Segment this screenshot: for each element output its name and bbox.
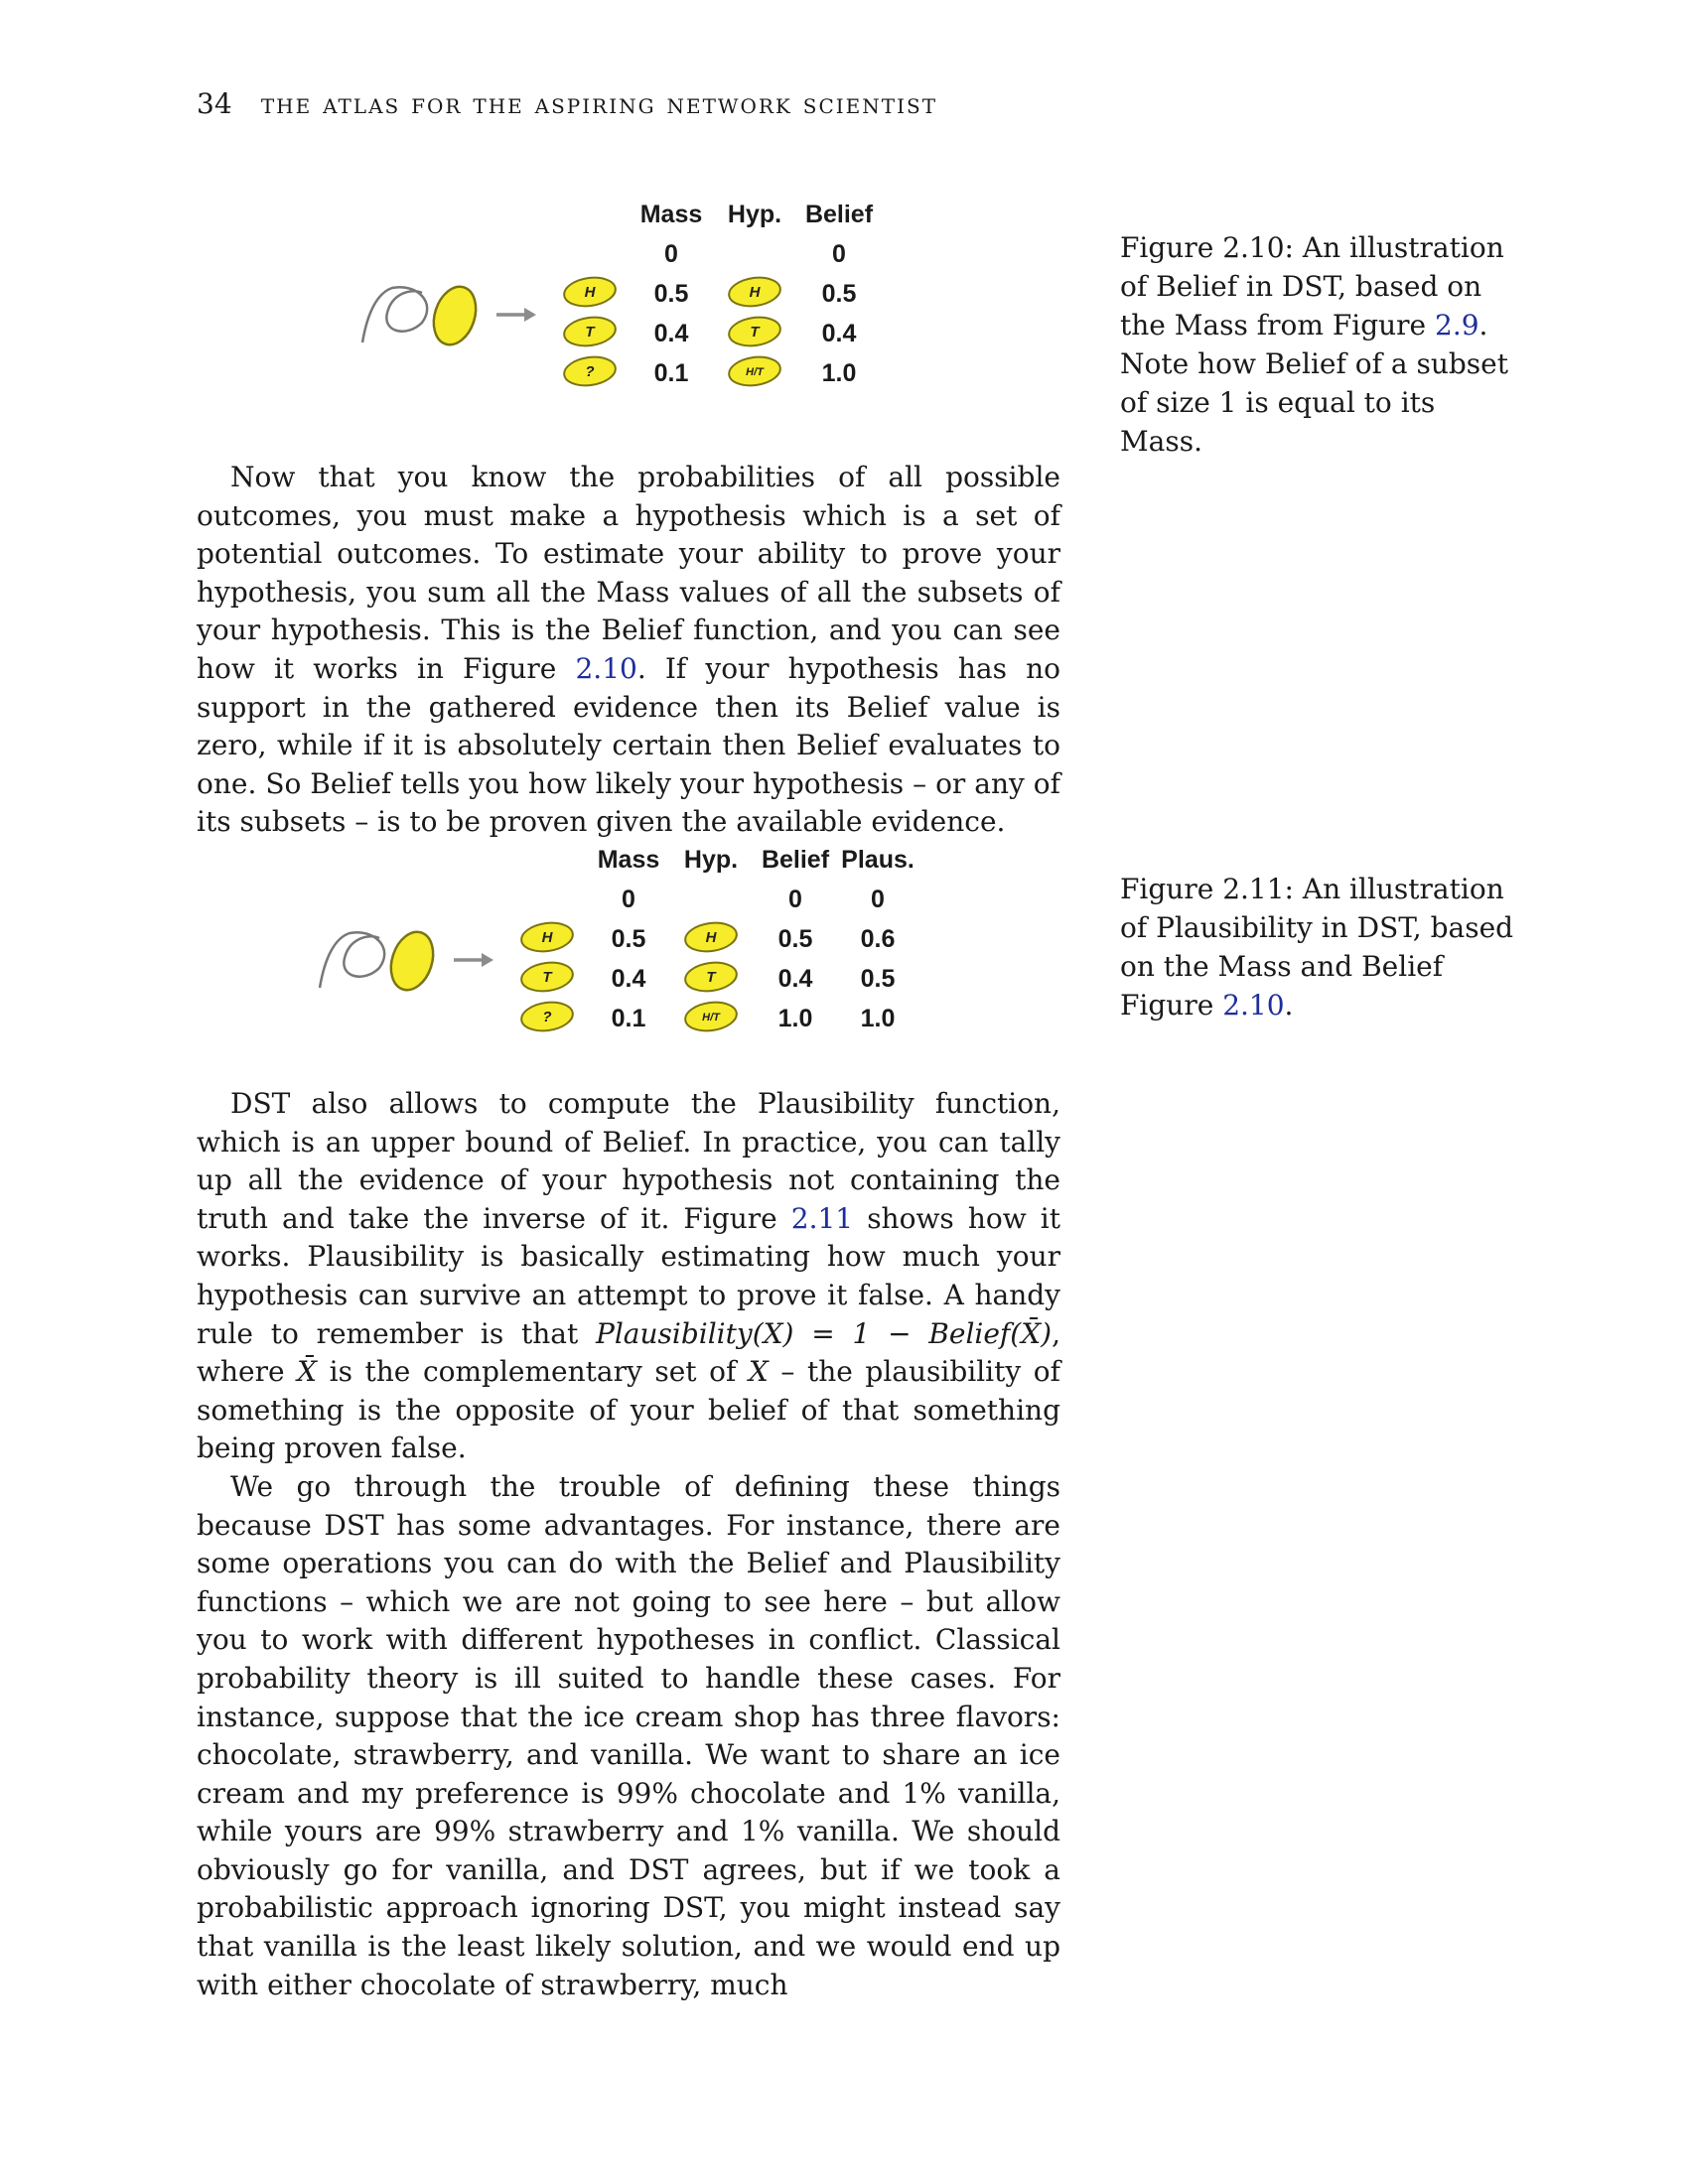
mass-value: 0.5: [653, 280, 689, 308]
figure-ref-link[interactable]: 2.9: [1435, 309, 1479, 341]
plaus-value: 0: [871, 886, 885, 913]
mass-value: 0.1: [611, 1005, 646, 1032]
svg-text:H/T: H/T: [702, 1012, 720, 1024]
mass-value: 0.5: [611, 925, 646, 953]
col-header-mass: Mass: [597, 846, 660, 874]
svg-text:H: H: [705, 929, 717, 946]
svg-text:?: ?: [542, 1009, 552, 1025]
belief-value: 0.4: [777, 965, 813, 993]
figure-ref-link[interactable]: 2.10: [1222, 989, 1285, 1022]
plaus-value: 1.0: [860, 1005, 896, 1032]
mass-value: 0: [622, 886, 635, 913]
belief-value: 0.5: [821, 280, 857, 308]
svg-text:H: H: [584, 284, 596, 301]
col-header-belief: Belief: [761, 846, 830, 874]
page-number: 34: [197, 87, 232, 120]
mass-value: 0.4: [611, 965, 646, 993]
col-header-mass: Mass: [639, 201, 703, 228]
figure-2-11: [298, 839, 933, 1052]
figure-ref-link[interactable]: 2.11: [790, 1201, 854, 1235]
figure-2-10-caption: Figure 2.10: An illustration of Belief in DST, based on the Mass from Figure 2.9. Note how Belief of a subset of size 1 is equal to its Mass.: [1120, 231, 1508, 458]
svg-text:T: T: [706, 969, 716, 986]
mass-value: 0.1: [653, 359, 689, 387]
page-header: [197, 87, 937, 120]
svg-text:H: H: [749, 284, 761, 301]
paragraph-plausibility: DST also allows to compute the Plausibility function, which is an upper bound of Belief. In practice, you can tally up all the evidence of your hypothesis not containing the truth and take the inverse of it. Figure 2.11 shows how it works. Plausibility is basically estimating how much your hypothesis can survive an attempt to prove it false. A handy rule to remember is that Plausibility(X) = 1 − Belief(X̄), where X̄ is the complementary set of X – the plausibility of something is the opposite of your belief of that something being proven false. We go through the trouble of defining these things because DST has some advantages. For instance, there are some operations you can do with the Belief and Plausibility functions – which we are not going to see here – but allow you to work with different hypotheses in conflict. Classical probability theory is ill suited to handle these cases. For instance, suppose that the ice cream shop has three flavors: chocolate, strawberry, and vanilla. We want to share an ice cream and my preference is 99% chocolate and 1% vanilla, while yours are 99% strawberry and 1% vanilla. We should obviously go for vanilla, and DST agrees, but if we took a probabilistic approach ignoring DST, you might instead say that vanilla is the least likely solution, and we would end up with either chocolate of strawberry, much: [197, 1085, 1060, 2004]
belief-value: 0: [832, 240, 846, 268]
col-header-hyp: Hyp.: [727, 201, 782, 228]
paragraph-dst-advantages: We go through the trouble of defining these things because DST has some advantages. For instance, there are some operations you can do with the Belief and Plausibility functions – which we are not going to see here – but allow you to work with different hypotheses in conflict. Classical probability theory is ill suited to handle these cases. For instance, suppose that the ice cream shop has three flavors: chocolate, strawberry, and vanilla. We want to share an ice cream and my preference is 99% chocolate and 1% vanilla, while yours are 99% strawberry and 1% vanilla. We should obviously go for vanilla, and DST agrees, but if we took a probabilistic approach ignoring DST, you might instead say that vanilla is the least likely solution, and we would end up with either chocolate of strawberry, much: [197, 1469, 1060, 2001]
plaus-value: 0.6: [860, 925, 896, 953]
svg-text:T: T: [585, 324, 595, 341]
mass-value: 0.4: [653, 320, 689, 347]
figure-ref-link[interactable]: 2.10: [575, 651, 637, 685]
svg-text:T: T: [542, 969, 552, 986]
coin-icon: [384, 926, 441, 995]
belief-value: 1.0: [777, 1005, 813, 1032]
svg-text:?: ?: [585, 363, 595, 380]
belief-value: 1.0: [821, 359, 857, 387]
figure-2-10: [338, 194, 933, 407]
belief-value: 0.5: [777, 925, 813, 953]
hand-icon: [320, 932, 384, 988]
plausibility-formula: Plausibility(X) = 1 − Belief(X̄): [595, 1316, 1053, 1350]
svg-text:H/T: H/T: [746, 366, 764, 378]
belief-value: 0.4: [821, 320, 857, 347]
svg-text:T: T: [750, 324, 760, 341]
col-header-hyp: Hyp.: [683, 846, 739, 874]
mass-value: 0: [664, 240, 678, 268]
svg-text:H: H: [541, 929, 553, 946]
figure-2-11-caption: Figure 2.11: An illustration of Plausibility in DST, based on the Mass and Belief Figure 2.10.: [1120, 873, 1514, 1022]
running-title: the atlas for the aspiring network scientist: [260, 87, 938, 120]
paragraph-belief: Now that you know the probabilities of all possible outcomes, you must make a hypothesis which is a set of potential outcomes. To estimate your ability to prove your hypothesis, you sum all the Mass values of all the subsets of your hypothesis. This is the Belief function, and you can see how it works in Figure 2.10. If your hypothesis has no support in the gathered evidence then its Belief value is zero, while if it is absolutely certain then Belief evaluates to one. So Belief tells you how likely your hypothesis – or any of its subsets – is to be proven given the available evidence.: [197, 461, 1060, 839]
col-header-belief: Belief: [804, 201, 874, 228]
hand-icon: [362, 287, 427, 342]
plaus-value: 0.5: [860, 965, 896, 993]
belief-value: 0: [788, 886, 802, 913]
coin-icon: [427, 281, 484, 349]
col-header-plaus: Plaus.: [841, 846, 914, 874]
